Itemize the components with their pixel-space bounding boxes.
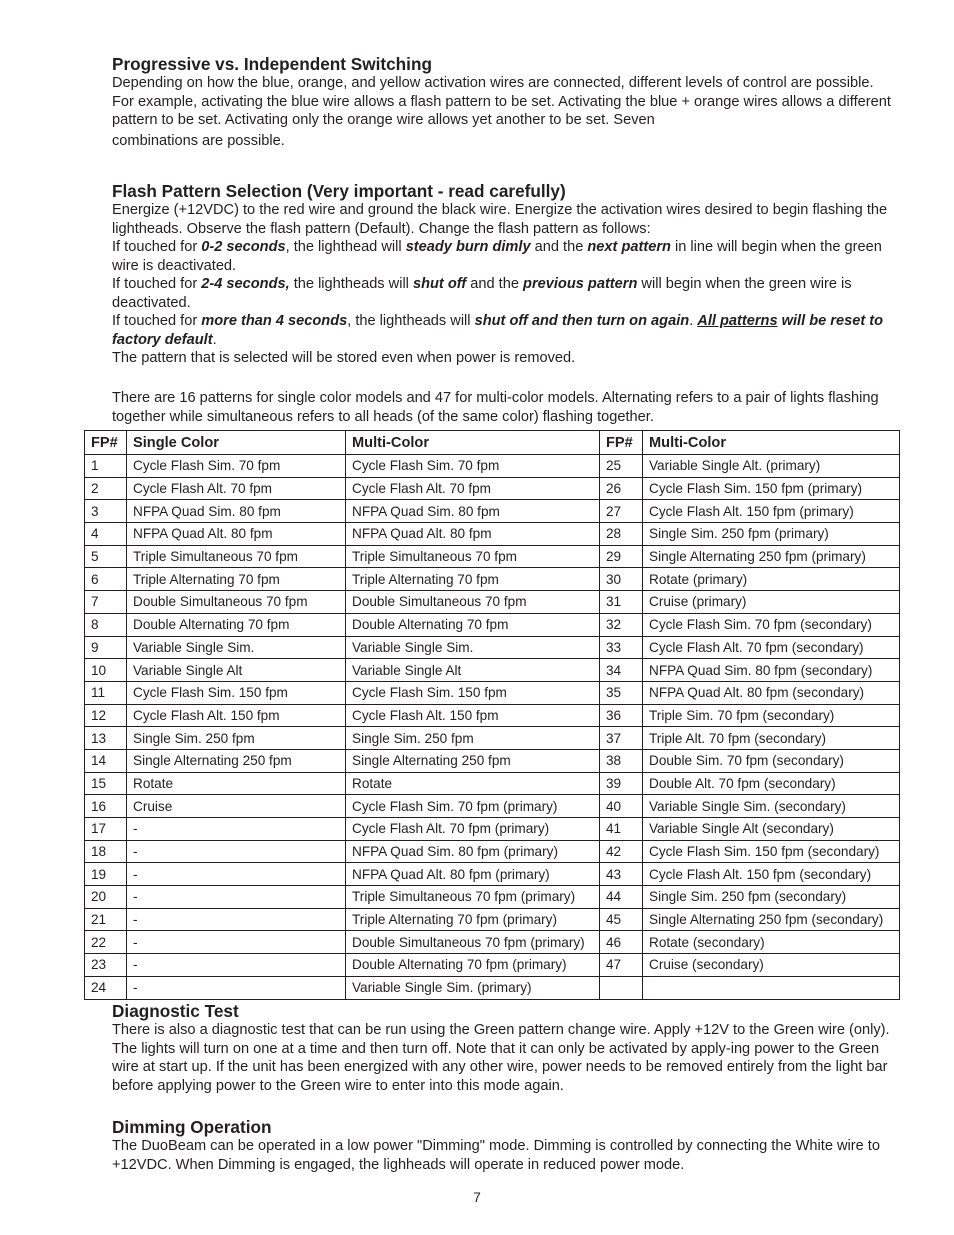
cell-multi-color: Variable Single Sim. (secondary) (643, 795, 900, 818)
cell-fp-number: 3 (85, 500, 127, 523)
cell-multi-color: NFPA Quad Alt. 80 fpm (primary) (346, 863, 600, 886)
rule-text: If touched for (112, 276, 202, 292)
rule-text: , the lighthead will (285, 239, 406, 255)
cell-multi-color: Rotate (primary) (643, 568, 900, 591)
cell-fp-number: 37 (600, 727, 643, 750)
section-heading: Flash Pattern Selection (Very important - read carefully) (112, 181, 566, 201)
cell-multi-color: Double Alternating 70 fpm (346, 613, 600, 636)
rule-emphasis-underlined: All patterns (697, 313, 778, 329)
table-row (85, 795, 900, 818)
table-row (85, 500, 900, 523)
rule-text: , the lightheads will (347, 313, 475, 329)
cell-single-color: Rotate (127, 772, 346, 795)
cell-single-color: NFPA Quad Alt. 80 fpm (127, 523, 346, 546)
table-header-row (85, 431, 900, 455)
cell-multi-color: Cycle Flash Sim. 150 fpm (346, 681, 600, 704)
cell-fp-number: 22 (85, 931, 127, 954)
paragraph (112, 74, 892, 150)
table-row (85, 772, 900, 795)
cell-multi-color: Cycle Flash Sim. 150 fpm (secondary) (643, 840, 900, 863)
table-row (85, 886, 900, 909)
rule-2-4-seconds (112, 275, 892, 312)
table-row (85, 545, 900, 568)
cell-fp-number: 29 (600, 545, 643, 568)
cell-multi-color: Variable Single Alt (346, 659, 600, 682)
rule-text: the lightheads will (289, 276, 413, 292)
paragraph: There is also a diagnostic test that can be run using the Green pattern change wire. Apply +12V to the Green wire (only). The lights will turn on one at a time and then turn off. Note that it can only be activated by apply-ing power to the Green wire at start up. If the unit has been energized with any other wire, power needs to be removed entirely from the light bar before applying power to the Green wire to enter into this mode again. (112, 1022, 890, 1094)
cell-single-color: Triple Alternating 70 fpm (127, 568, 346, 591)
cell-single-color: Single Alternating 250 fpm (127, 749, 346, 772)
rule-text: and the (466, 276, 524, 292)
rule-emphasis: shut off and then turn on again (474, 313, 690, 329)
column-header-multi-color: Multi-Color (346, 431, 600, 455)
column-header-multi-color: Multi-Color (643, 431, 900, 455)
rule-emphasis: previous pattern (523, 276, 638, 292)
cell-single-color: - (127, 954, 346, 977)
cell-multi-color: Double Alt. 70 fpm (secondary) (643, 772, 900, 795)
cell-fp-number: 46 (600, 931, 643, 954)
rule-emphasis: more than 4 seconds (201, 313, 348, 329)
section-diagnostic-test (112, 1001, 892, 1095)
table-row (85, 727, 900, 750)
cell-single-color: Double Simultaneous 70 fpm (127, 591, 346, 614)
cell-multi-color: NFPA Quad Alt. 80 fpm (346, 523, 600, 546)
cell-multi-color: Cycle Flash Sim. 70 fpm (346, 455, 600, 478)
rule-text: and the (530, 239, 588, 255)
table-row (85, 591, 900, 614)
table-row (85, 818, 900, 841)
cell-single-color: - (127, 908, 346, 931)
cell-single-color: - (127, 886, 346, 909)
cell-fp-number: 4 (85, 523, 127, 546)
cell-multi-color: Single Alternating 250 fpm (secondary) (643, 908, 900, 931)
page-number: 7 (473, 1190, 481, 1205)
cell-single-color: Variable Single Sim. (127, 636, 346, 659)
cell-single-color: NFPA Quad Sim. 80 fpm (127, 500, 346, 523)
cell-fp-number: 5 (85, 545, 127, 568)
flash-pattern-table (84, 430, 900, 1000)
section-progressive-switching (112, 54, 892, 150)
paragraph: The DuoBeam can be operated in a low power "Dimming" mode. Dimming is controlled by connecting the White wire to +12VDC. When Dimming is engaged, the lighheads will operate in reduced power mode. (112, 1138, 880, 1173)
rule-text: will begin when the green wire is deactivated. (112, 276, 852, 311)
cell-multi-color: Cycle Flash Alt. 70 fpm (secondary) (643, 636, 900, 659)
section-heading: Diagnostic Test (112, 1001, 239, 1021)
section-flash-pattern-selection (112, 181, 892, 368)
cell-fp-number: 12 (85, 704, 127, 727)
cell-multi-color: Triple Alternating 70 fpm (primary) (346, 908, 600, 931)
rule-text: . (689, 313, 698, 329)
cell-multi-color: Triple Simultaneous 70 fpm (346, 545, 600, 568)
cell-multi-color: Cycle Flash Alt. 70 fpm (primary) (346, 818, 600, 841)
cell-multi-color: Double Alternating 70 fpm (primary) (346, 954, 600, 977)
cell-multi-color: Cycle Flash Sim. 70 fpm (primary) (346, 795, 600, 818)
table-row (85, 568, 900, 591)
table-row (85, 455, 900, 478)
table-row (85, 976, 900, 999)
rule-emphasis: steady burn dimly (405, 239, 531, 255)
cell-fp-number: 7 (85, 591, 127, 614)
cell-fp-number: 16 (85, 795, 127, 818)
rule-0-2-seconds (112, 238, 892, 275)
cell-single-color: Cycle Flash Alt. 150 fpm (127, 704, 346, 727)
cell-fp-number: 21 (85, 908, 127, 931)
section-patterns-intro (112, 389, 892, 426)
rule-emphasis: 0-2 seconds (201, 239, 286, 255)
cell-single-color: Cruise (127, 795, 346, 818)
rule-more-than-4-seconds (112, 312, 892, 349)
rule-text: . (212, 331, 217, 348)
cell-multi-color: Cycle Flash Alt. 150 fpm (primary) (643, 500, 900, 523)
cell-multi-color: Triple Alt. 70 fpm (secondary) (643, 727, 900, 750)
cell-multi-color: Single Sim. 250 fpm (primary) (643, 523, 900, 546)
cell-multi-color: NFPA Quad Alt. 80 fpm (secondary) (643, 681, 900, 704)
cell-multi-color: Rotate (secondary) (643, 931, 900, 954)
cell-fp-number: 8 (85, 613, 127, 636)
cell-multi-color: Single Sim. 250 fpm (346, 727, 600, 750)
cell-multi-color: Cycle Flash Alt. 70 fpm (346, 477, 600, 500)
cell-multi-color (643, 976, 900, 999)
cell-fp-number: 9 (85, 636, 127, 659)
table-row (85, 908, 900, 931)
cell-multi-color: Cycle Flash Sim. 150 fpm (primary) (643, 477, 900, 500)
cell-fp-number: 47 (600, 954, 643, 977)
table-row (85, 704, 900, 727)
cell-multi-color: Single Alternating 250 fpm (346, 749, 600, 772)
cell-fp-number: 33 (600, 636, 643, 659)
cell-fp-number: 45 (600, 908, 643, 931)
cell-single-color: Cycle Flash Sim. 150 fpm (127, 681, 346, 704)
cell-fp-number: 14 (85, 749, 127, 772)
cell-fp-number: 26 (600, 477, 643, 500)
section-dimming-operation (112, 1117, 892, 1174)
rule-emphasis: shut off (412, 276, 467, 292)
cell-single-color: - (127, 818, 346, 841)
table-row (85, 477, 900, 500)
cell-fp-number: 31 (600, 591, 643, 614)
rule-text: in line will begin when the green wire is deactivated. (112, 239, 882, 274)
cell-fp-number: 24 (85, 976, 127, 999)
cell-single-color: - (127, 976, 346, 999)
cell-multi-color: Variable Single Alt. (primary) (643, 455, 900, 478)
cell-fp-number: 1 (85, 455, 127, 478)
cell-multi-color: NFPA Quad Sim. 80 fpm (primary) (346, 840, 600, 863)
cell-single-color: - (127, 863, 346, 886)
cell-fp-number: 13 (85, 727, 127, 750)
paragraph: There are 16 patterns for single color models and 47 for multi-color models. Alternating refers to a pair of lights flashing together while simultaneous refers to all heads (of the same color) flashing together. (112, 390, 879, 425)
cell-multi-color: Double Sim. 70 fpm (secondary) (643, 749, 900, 772)
cell-fp-number (600, 976, 643, 999)
cell-multi-color: Double Simultaneous 70 fpm (346, 591, 600, 614)
cell-multi-color: Variable Single Alt (secondary) (643, 818, 900, 841)
cell-single-color: Double Alternating 70 fpm (127, 613, 346, 636)
cell-multi-color: Cycle Flash Sim. 70 fpm (secondary) (643, 613, 900, 636)
cell-fp-number: 28 (600, 523, 643, 546)
cell-multi-color: NFPA Quad Sim. 80 fpm (secondary) (643, 659, 900, 682)
column-header-fp-number: FP# (600, 431, 643, 455)
table-row (85, 681, 900, 704)
cell-multi-color: Cycle Flash Alt. 150 fpm (secondary) (643, 863, 900, 886)
section-heading: Dimming Operation (112, 1117, 272, 1137)
rule-emphasis: will be reset to factory default (112, 313, 884, 348)
cell-multi-color: Triple Sim. 70 fpm (secondary) (643, 704, 900, 727)
cell-multi-color: Cruise (secondary) (643, 954, 900, 977)
cell-multi-color: Rotate (346, 772, 600, 795)
table-row (85, 931, 900, 954)
cell-single-color: Cycle Flash Alt. 70 fpm (127, 477, 346, 500)
cell-multi-color: Variable Single Sim. (346, 636, 600, 659)
rule-emphasis: 2-4 seconds, (201, 276, 290, 292)
table-row (85, 636, 900, 659)
cell-fp-number: 18 (85, 840, 127, 863)
cell-single-color: Single Sim. 250 fpm (127, 727, 346, 750)
cell-single-color: Triple Simultaneous 70 fpm (127, 545, 346, 568)
table-row (85, 954, 900, 977)
cell-fp-number: 2 (85, 477, 127, 500)
cell-fp-number: 15 (85, 772, 127, 795)
cell-fp-number: 42 (600, 840, 643, 863)
cell-single-color: - (127, 840, 346, 863)
rule-text: If touched for (112, 313, 202, 329)
cell-fp-number: 19 (85, 863, 127, 886)
cell-fp-number: 20 (85, 886, 127, 909)
section-heading: Progressive vs. Independent Switching (112, 54, 432, 74)
cell-fp-number: 36 (600, 704, 643, 727)
cell-fp-number: 25 (600, 455, 643, 478)
cell-fp-number: 35 (600, 681, 643, 704)
cell-multi-color: Single Alternating 250 fpm (primary) (643, 545, 900, 568)
rule-text: If touched for (112, 239, 202, 255)
paragraph-stored-note: The pattern that is selected will be stored even when power is removed. (112, 350, 576, 366)
cell-fp-number: 17 (85, 818, 127, 841)
cell-multi-color: Variable Single Sim. (primary) (346, 976, 600, 999)
cell-fp-number: 41 (600, 818, 643, 841)
cell-multi-color: Double Simultaneous 70 fpm (primary) (346, 931, 600, 954)
paragraph-text: combinations are possible. (112, 132, 285, 149)
cell-fp-number: 43 (600, 863, 643, 886)
paragraph-text: Depending on how the blue, orange, and yellow activation wires are connected, different levels of control are possible. For example, activating the blue wire allows a flash pattern to be set. Activating the blue + orange wires allows a different pattern to be set. Activating only the orange wire allows yet another to be set. Seven (112, 75, 891, 128)
cell-multi-color: Triple Simultaneous 70 fpm (primary) (346, 886, 600, 909)
table-row (85, 749, 900, 772)
table-row (85, 613, 900, 636)
table-body (85, 455, 900, 1000)
cell-fp-number: 32 (600, 613, 643, 636)
cell-fp-number: 34 (600, 659, 643, 682)
cell-single-color: Variable Single Alt (127, 659, 346, 682)
rule-emphasis: next pattern (587, 239, 671, 255)
cell-fp-number: 27 (600, 500, 643, 523)
cell-fp-number: 38 (600, 749, 643, 772)
table-row (85, 659, 900, 682)
cell-fp-number: 11 (85, 681, 127, 704)
cell-fp-number: 6 (85, 568, 127, 591)
cell-fp-number: 39 (600, 772, 643, 795)
paragraph-intro: Energize (+12VDC) to the red wire and ground the black wire. Energize the activation wires desired to begin flashing the lightheads. Observe the flash pattern (Default). Change the flash pattern as follows: (112, 202, 888, 237)
cell-fp-number: 10 (85, 659, 127, 682)
cell-fp-number: 44 (600, 886, 643, 909)
column-header-fp-number: FP# (85, 431, 127, 455)
cell-multi-color: Triple Alternating 70 fpm (346, 568, 600, 591)
table-row (85, 523, 900, 546)
cell-fp-number: 30 (600, 568, 643, 591)
column-header-single-color: Single Color (127, 431, 346, 455)
cell-single-color: Cycle Flash Sim. 70 fpm (127, 455, 346, 478)
cell-multi-color: Cruise (primary) (643, 591, 900, 614)
cell-multi-color: Single Sim. 250 fpm (secondary) (643, 886, 900, 909)
cell-single-color: - (127, 931, 346, 954)
cell-fp-number: 40 (600, 795, 643, 818)
table-row (85, 840, 900, 863)
cell-multi-color: Cycle Flash Alt. 150 fpm (346, 704, 600, 727)
cell-fp-number: 23 (85, 954, 127, 977)
table-row (85, 863, 900, 886)
cell-multi-color: NFPA Quad Sim. 80 fpm (346, 500, 600, 523)
